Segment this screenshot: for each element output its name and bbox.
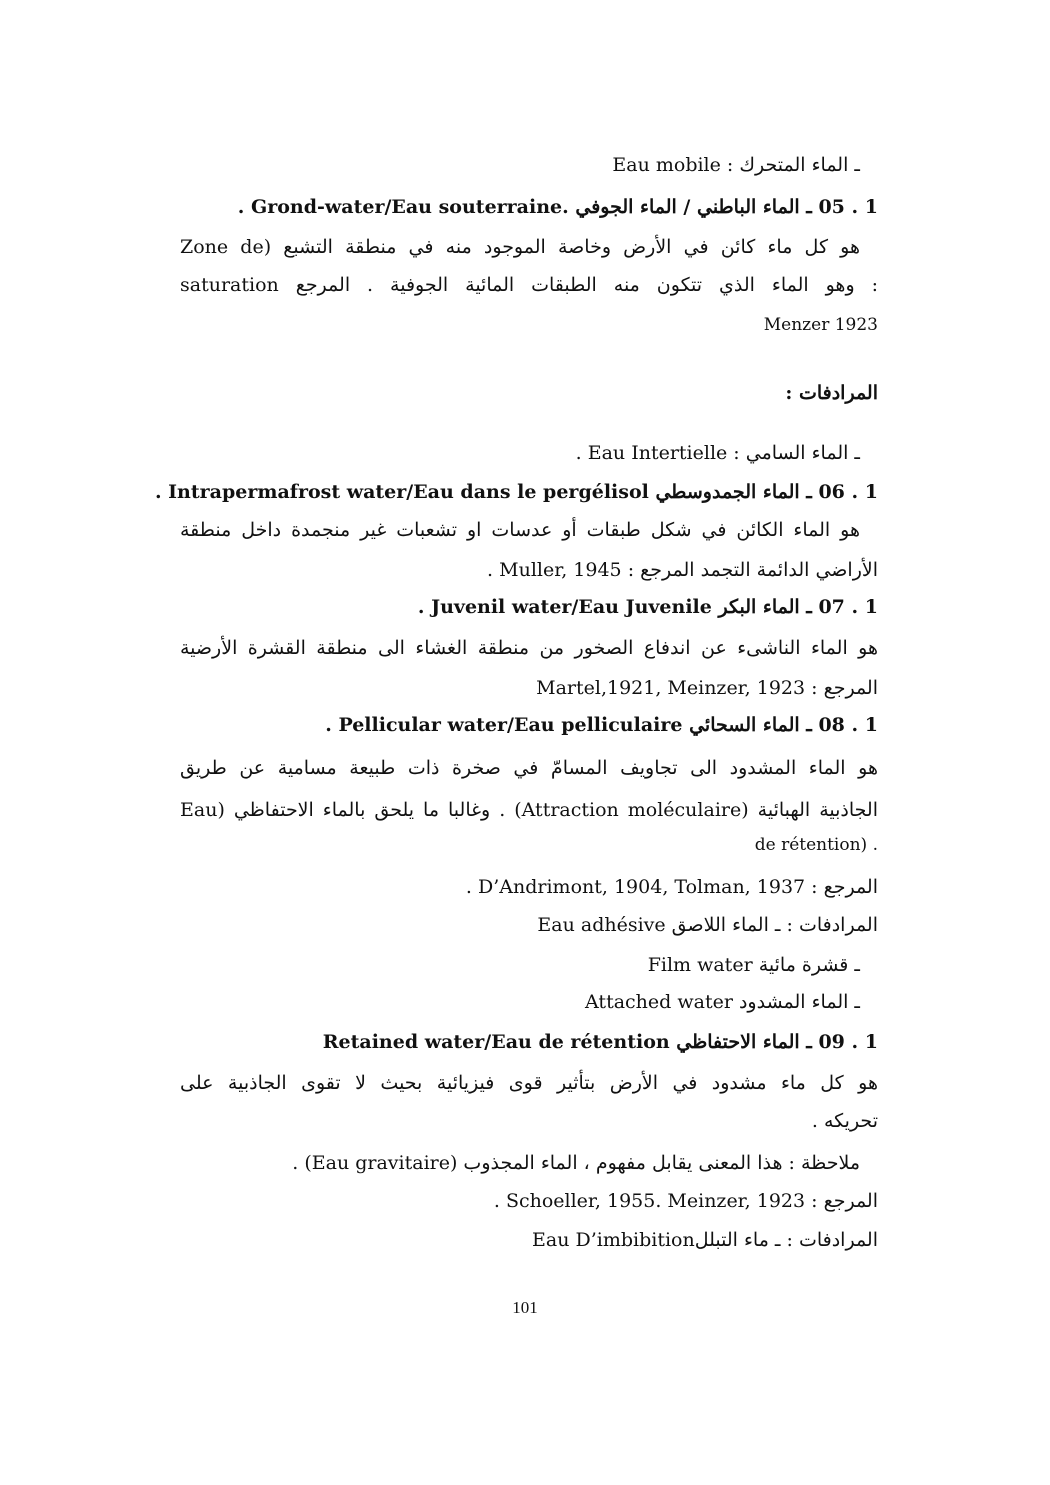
- text-line: تحريكه .: [811, 1110, 878, 1132]
- text-line: هو الماء المشدود الى تجاويف المسامّ في صخرة ذات طبيعة مسامية عن طريق: [180, 757, 878, 779]
- text-line: ـ الماء السامي : Eau Intertielle .: [575, 442, 860, 464]
- text-line: saturation وهو الماء الذي تتكون منه الطبقات المائية الجوفية . المرجع :: [180, 274, 878, 296]
- synonyms-line: المرادفات : ـ الماء اللاصق Eau adhésive: [537, 914, 878, 936]
- text-line: الجاذبية الهبائية (Attraction moléculaire) . وغالبا ما يلحق بالماء الاحتفاظي (Eau: [180, 799, 878, 821]
- synonym-item: ـ قشرة مائية Film water: [647, 954, 860, 976]
- entry-heading: 1 . 08 ـ الماء السحائي Pellicular water/Eau pelliculaire .: [325, 714, 878, 736]
- text-line: هو الماء الكائن في شكل طبقات أو عدسات او تشعبات غير منجمدة داخل منطقة: [180, 519, 860, 541]
- page-number: 101: [512, 1298, 538, 1317]
- entry-heading: 1 . 06 ـ الماء الجمدوسطي Intrapermafrost water/Eau dans le pergélisol .: [154, 481, 878, 503]
- reference-line: المرجع : D’Andrimont, 1904, Tolman, 1937 .: [465, 876, 878, 898]
- text-line: de rétention) .: [754, 835, 878, 855]
- text-line: هو كل ماء مشدود في الأرض بتأثير قوى فيزيائية بحيث لا تقوى الجاذبية على: [180, 1072, 878, 1094]
- note-line: ملاحظة : هذا المعنى يقابل مفهوم ، الماء المجذوب (Eau gravitaire) .: [292, 1152, 860, 1174]
- text-line: الأراضي الدائمة التجمد المرجع : Muller, 1945 .: [487, 559, 878, 581]
- entry-heading: 1 . 07 ـ الماء البكر Juvenil water/Eau Juvenile .: [417, 596, 878, 618]
- synonyms-line: المرادفات : ـ ماء التبللEau D’imbibition: [532, 1229, 878, 1251]
- section-heading: المرادفات :: [785, 382, 878, 404]
- synonym-item: ـ الماء المشدود Attached water: [585, 991, 860, 1013]
- text-line: ـ الماء المتحرك : Eau mobile: [612, 154, 860, 176]
- reference-line: المرجع : Martel,1921, Meinzer, 1923: [536, 677, 878, 699]
- entry-heading: 1 . 09 ـ الماء الاحتفاظي Retained water/Eau de rétention: [322, 1031, 878, 1053]
- text-line: هو كل ماء كائن في الأرض وخاصة الموجود منه في منطقة التشبع (Zone de: [180, 236, 860, 258]
- text-line: هو الماء الناشىء عن اندفاع الصخور من منطقة الغشاء الى منطقة القشرة الأرضية: [180, 637, 878, 659]
- text-line: Menzer 1923: [763, 315, 878, 335]
- entry-heading: 1 . 05 ـ الماء الباطني / الماء الجوفي .Grond-water/Eau souterraine .: [237, 196, 878, 218]
- reference-line: المرجع : Schoeller, 1955. Meinzer, 1923 .: [493, 1190, 878, 1212]
